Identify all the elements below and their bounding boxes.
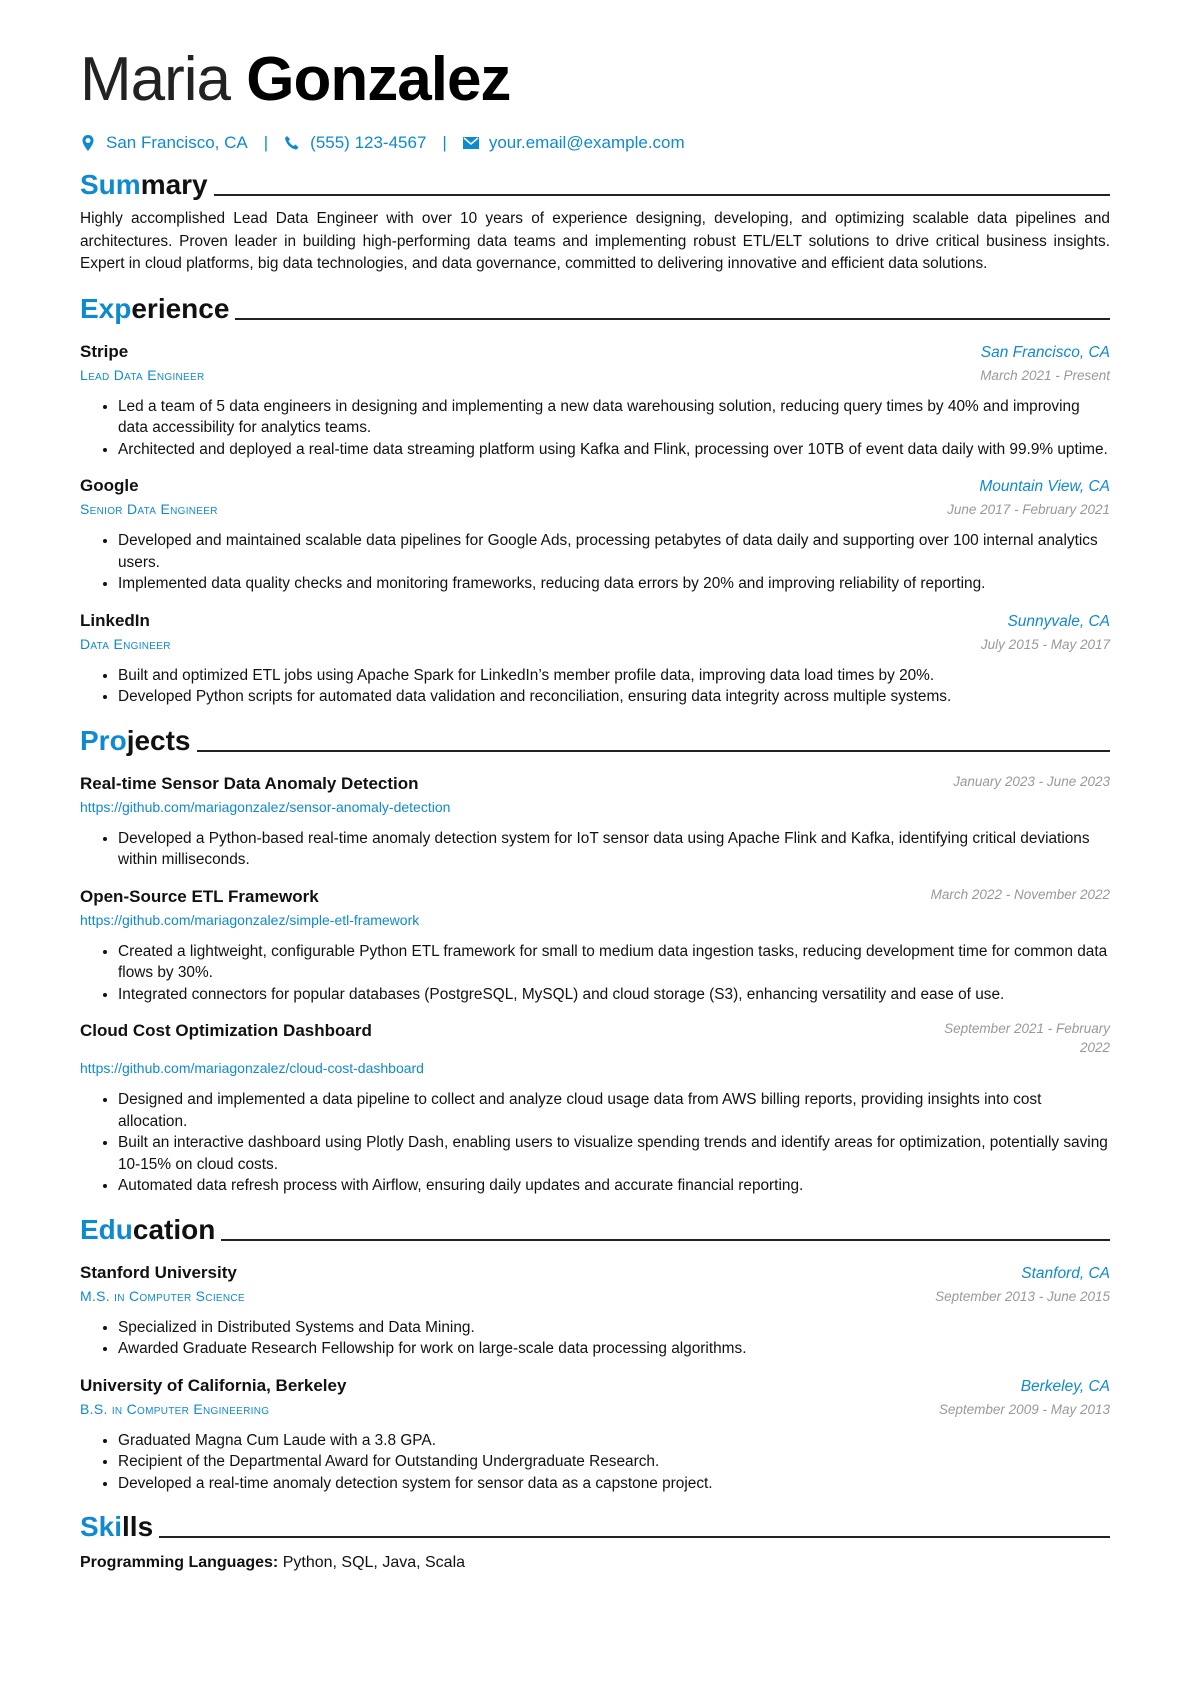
bullet-item: • Implemented data quality checks and monitoring frameworks, reducing data errors by 20% and improving reliability of reporting. [118,573,1110,595]
project-link[interactable]: https://github.com/mariagonzalez/cloud-cost-dashboard [80,1060,424,1076]
organization: LinkedIn [80,610,150,630]
bullet-item: • Integrated connectors for popular databases (PostgreSQL, MySQL) and cloud storage (S3), enhancing versatility and ease of use. [118,984,1110,1006]
project-link[interactable]: https://github.com/mariagonzalez/sensor-anomaly-detection [80,798,451,815]
entry-dates: June 2017 - February 2021 [947,502,1110,517]
bullet-item: • Developed a real-time anomaly detection system for sensor data as a capstone project. [118,1473,1110,1495]
section-title: Experience [80,292,230,324]
role: Senior Data Engineer [80,501,218,517]
bullet-list [80,665,1110,708]
bullet-item: • Automated data refresh process with Airflow, ensuring daily updates and accurate financial reporting. [118,1175,1110,1197]
map-pin-icon [80,135,96,151]
bullet-item: • Developed Python scripts for automated data validation and reconciliation, ensuring data integrity across multiple systems. [118,686,1110,708]
candidate-name [80,44,1110,116]
entry-dates: July 2015 - May 2017 [980,636,1110,652]
separator: | [442,133,447,152]
section-summary [80,166,1110,202]
entry-dates: September 2013 - June 2015 [935,1288,1110,1304]
skill-label: Programming Languages: [80,1554,279,1571]
divider [197,750,1110,752]
project-name: Open-Source ETL Framework [80,886,319,906]
summary-text: Highly accomplished Lead Data Engineer with over 10 years of experience designing, developing, and optimizing scalable data pipelines and architectures. Proven leader in building high-performing data teams and implementing robust ETL/ELT solutions to drive critical business insights. Expert in cloud platforms, big data technologies, and data governance, committed to delivering innovative and efficient data solutions. [80,210,1110,272]
bullet-item: • Awarded Graduate Research Fellowship for work on large-scale data processing algorithms. [118,1338,1110,1360]
bullet-list [80,941,1110,1006]
phone[interactable]: (555) 123-4567 [310,133,427,152]
bullet-list [80,1089,1110,1197]
bullet-item: • Specialized in Distributed Systems and Data Mining. [118,1317,1110,1339]
project-name: Cloud Cost Optimization Dashboard [80,1021,372,1040]
role: M.S. in Computer Science [80,1287,245,1304]
bullet-item: • Architected and deployed a real-time data streaming platform using Kafka and Flink, processing over 10TB of event data daily with 99.9% uptime. [118,439,1110,461]
project-link[interactable]: https://github.com/mariagonzalez/simple-etl-framework [80,911,420,928]
bullet-item: • Developed a Python-based real-time anomaly detection system for IoT sensor data using Apache Flink and Kafka, identifying critical deviations within milliseconds. [118,828,1110,871]
divider [214,194,1110,196]
bullet-item: • Built an interactive dashboard using Plotly Dash, enabling users to visualize spending trends and identify areas for optimization, potentially saving 10-15% on cloud costs. [118,1132,1110,1175]
separator: | [263,133,269,152]
section-title: Summary [80,169,208,200]
skills-row [80,1554,1110,1572]
bullet-list [80,530,1110,595]
bullet-item: • Recipient of the Departmental Award for Outstanding Undergraduate Research. [118,1451,1110,1473]
bullet-item: • Designed and implemented a data pipeline to collect and analyze cloud usage data from AWS billing reports, providing insights into cost allocation. [118,1089,1110,1132]
experience-entry [80,340,1110,461]
section-skills [80,1508,1110,1544]
divider [159,1536,1110,1538]
bullet-list [80,1317,1110,1360]
organization: Stripe [80,341,129,361]
project-dates: January 2023 - June 2023 [953,773,1110,789]
bullet-item: • Led a team of 5 data engineers in designing and implementing a new data warehousing solution, reducing query times by 40% and improving data accessibility for analytics teams. [118,396,1110,439]
section-projects [80,722,1110,758]
education-entry [80,1261,1110,1360]
section-experience [80,290,1110,326]
entry-location: San Francisco, CA [980,343,1110,361]
organization: University of California, Berkeley [80,1375,347,1395]
email-icon [463,135,479,151]
phone-icon [284,135,300,151]
project-entry [80,885,1110,1006]
divider [235,318,1110,320]
section-title: Skills [80,1511,154,1542]
experience-entry [80,474,1110,595]
skill-value: Python, SQL, Java, Scala [282,1554,466,1571]
contact-line [80,130,1110,156]
bullet-item: • Created a lightweight, configurable Python ETL framework for small to medium data ingestion tasks, reducing development time for common data flows by 30%. [118,941,1110,984]
entry-dates: September 2009 - May 2013 [938,1401,1110,1417]
organization: Google [80,476,139,495]
entry-location: Sunnyvale, CA [1007,612,1110,630]
experience-entry [80,609,1110,708]
first-name: Maria [80,45,231,114]
section-education [80,1211,1110,1247]
project-entry [80,772,1110,871]
bullet-list [80,828,1110,871]
organization: Stanford University [80,1262,237,1282]
bullet-item: • Built and optimized ETL jobs using Apache Spark for LinkedIn’s member profile data, improving data load times by 20%. [118,665,1110,687]
project-entry [80,1019,1110,1197]
email-link[interactable]: your.email@example.com [488,133,685,152]
divider [221,1239,1110,1241]
bullet-list [80,396,1110,461]
role: B.S. in Computer Engineering [80,1400,270,1417]
entry-location: Berkeley, CA [1020,1377,1110,1395]
section-title: Projects [80,724,191,756]
location: San Francisco, CA [106,133,248,152]
role: Data Engineer [80,635,171,652]
project-name: Real-time Sensor Data Anomaly Detection [80,773,419,793]
entry-location: Mountain View, CA [979,478,1110,495]
bullet-list [80,1430,1110,1495]
project-dates: March 2022 - November 2022 [930,886,1110,902]
entry-dates: March 2021 - Present [980,367,1110,383]
last-name: Gonzalez [246,45,511,114]
project-dates: September 2021 - February 2022 [944,1021,1110,1055]
resume [80,44,1110,1572]
education-entry [80,1374,1110,1495]
role: Lead Data Engineer [80,366,205,383]
bullet-item: • Developed and maintained scalable data pipelines for Google Ads, processing petabytes of data daily and supporting over 100 internal analytics users. [118,530,1110,573]
entry-location: Stanford, CA [1021,1264,1110,1282]
bullet-item: • Graduated Magna Cum Laude with a 3.8 GPA. [118,1430,1110,1452]
section-title: Education [80,1213,216,1245]
